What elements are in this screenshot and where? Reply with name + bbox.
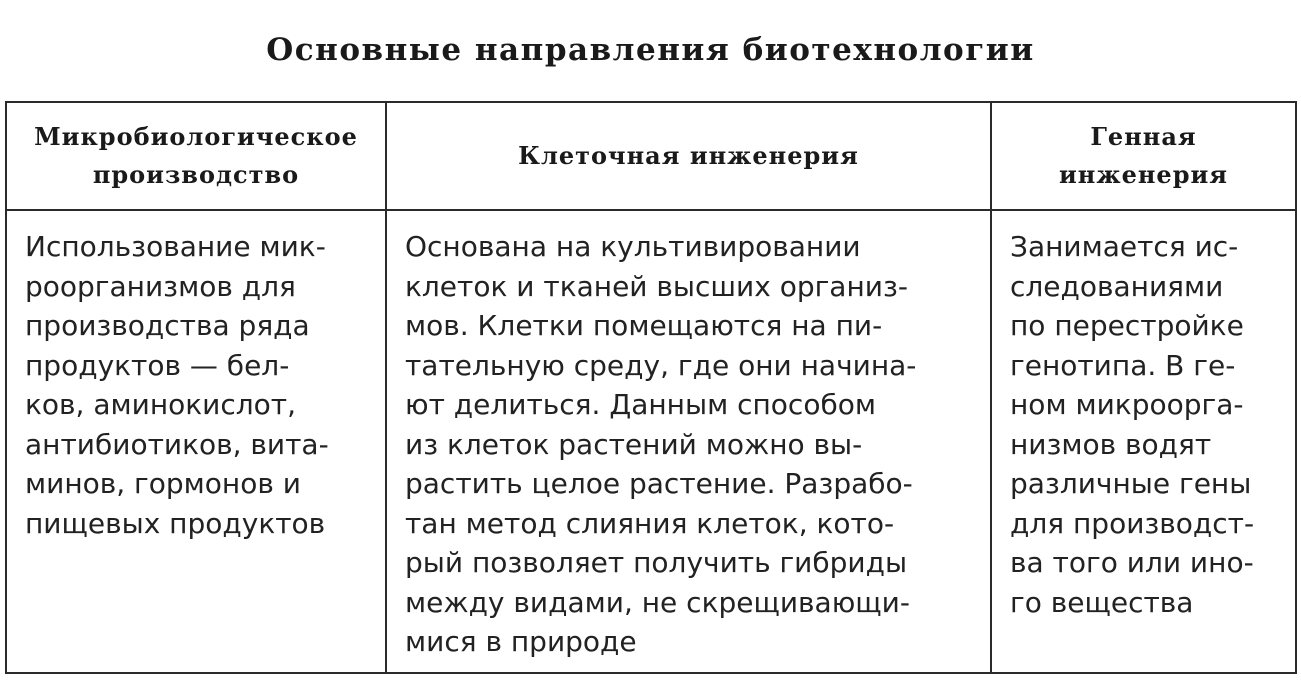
text-line: ном микроорга- (1010, 388, 1244, 421)
table-row (6, 210, 1296, 673)
text-line: растить целое растение. Разрабо- (405, 467, 913, 500)
text-line: го вещества (1010, 585, 1194, 619)
text-line: генотипа. В ге- (1010, 348, 1236, 382)
text-line: мов. Клетки помещаются на пи- (405, 309, 883, 342)
text-line: клеток и тканей высших организ- (405, 269, 908, 303)
header-microbiological-production (6, 102, 386, 210)
header-line: производство (92, 160, 300, 189)
cell-genetic-engineering (991, 210, 1296, 673)
header-line: Генная (1090, 122, 1197, 151)
text-line: следованиями (1010, 269, 1224, 303)
text-line: Занимается ис- (1010, 230, 1239, 263)
text-line: антибиотиков, вита- (25, 427, 329, 461)
page-title: Основные направления биотехнологии (266, 32, 1035, 68)
text-line: Использование мик- (25, 230, 326, 263)
text-line: из клеток растений можно вы- (405, 427, 863, 461)
text-line: тательную среду, где они начина- (405, 348, 917, 382)
text-line: между видами, не скрещивающи- (405, 585, 910, 619)
text-line: производства ряда (25, 309, 310, 342)
text-line: ва того или ино- (1010, 546, 1254, 579)
header-line: Клеточная инженерия (518, 141, 859, 170)
text-line: ков, аминокислот, (25, 388, 297, 421)
cell-microbiological-production (6, 210, 386, 673)
text-line: продуктов — бел- (25, 348, 290, 382)
text-line: роорганизмов для (25, 269, 296, 303)
text-line: для производст- (1010, 506, 1255, 540)
text-line: мися в природе (405, 625, 637, 658)
text-line: пищевых продуктов (25, 506, 326, 540)
header-genetic-engineering (991, 102, 1296, 210)
biotech-directions-table (5, 101, 1297, 674)
text-line: рый позволяет получить гибриды (405, 546, 908, 579)
table-header-row (6, 102, 1296, 210)
text-line: минов, гормонов и (25, 467, 301, 500)
text-line: тан метод слияния клеток, кото- (405, 506, 895, 540)
text-line: различные гены (1010, 467, 1252, 500)
header-line: Микробиологическое (34, 122, 358, 151)
header-cell-engineering (386, 102, 991, 210)
cell-cell-engineering (386, 210, 991, 673)
text-line: по перестройке (1010, 309, 1244, 342)
text-line: Основана на культивировании (405, 230, 861, 263)
text-line: низмов водят (1010, 427, 1212, 461)
text-line: ют делиться. Данным способом (405, 388, 876, 421)
header-line: инженерия (1058, 160, 1229, 189)
